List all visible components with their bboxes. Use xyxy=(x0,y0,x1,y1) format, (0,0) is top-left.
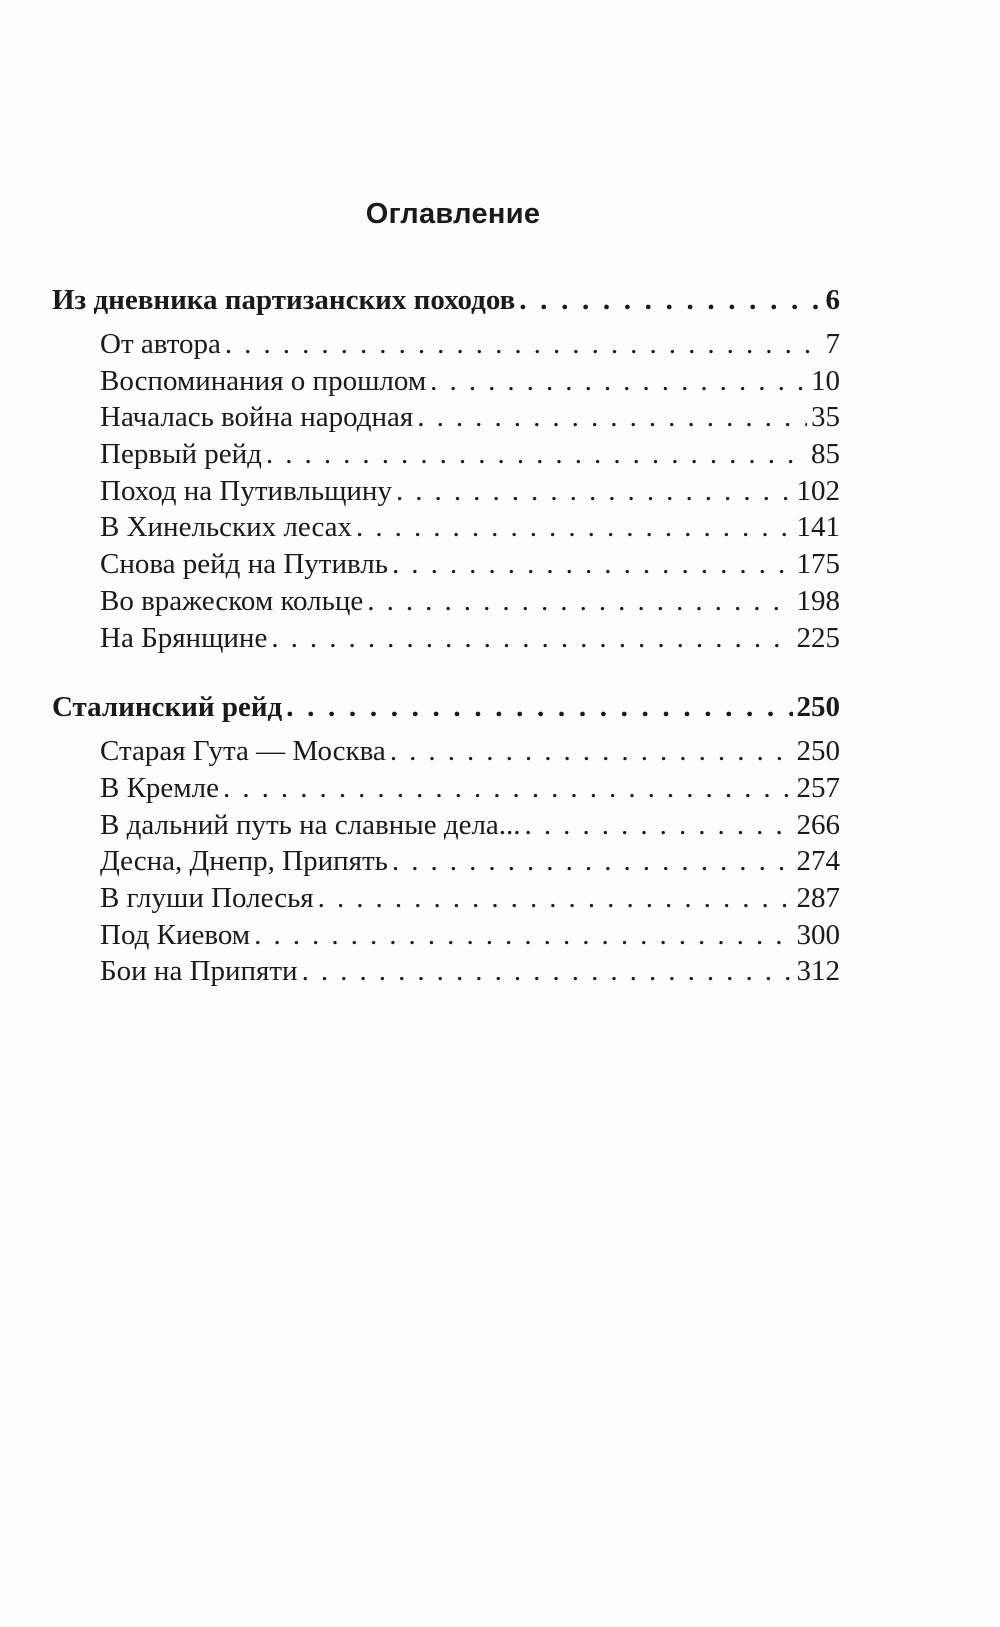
entry-page-number: 274 xyxy=(796,845,840,878)
entry-page-number: 266 xyxy=(796,808,840,841)
toc-entry xyxy=(52,880,840,917)
dot-leader xyxy=(417,399,807,436)
dot-leader xyxy=(286,689,792,725)
table-of-contents xyxy=(52,282,840,990)
entry-page-number: 300 xyxy=(796,918,840,951)
dot-leader xyxy=(356,509,792,546)
entry-page-number: 10 xyxy=(811,364,840,397)
toc-entry xyxy=(52,399,840,436)
dot-leader xyxy=(271,620,792,657)
toc-entry xyxy=(52,326,840,363)
entry-title: В глуши Полесья xyxy=(100,881,314,914)
entry-page-number: 312 xyxy=(796,955,840,988)
dot-leader xyxy=(396,473,793,510)
dot-leader xyxy=(302,953,793,990)
toc-entry xyxy=(52,546,840,583)
toc-section-entry xyxy=(52,689,840,725)
toc-entry xyxy=(52,436,840,473)
entry-page-number: 287 xyxy=(796,881,840,914)
entry-page-number: 250 xyxy=(796,735,840,768)
entry-title: Началась война народная xyxy=(100,401,414,434)
entry-page-number: 175 xyxy=(796,548,840,581)
entry-title: Первый рейд xyxy=(100,438,262,471)
toc-entry xyxy=(52,770,840,807)
section-title: Из дневника партизанских походов xyxy=(52,284,516,316)
toc-entry xyxy=(52,363,840,400)
entry-page-number: 225 xyxy=(796,621,840,654)
entry-page-number: 141 xyxy=(796,511,840,544)
section-title: Сталинский рейд xyxy=(52,691,283,724)
entry-page-number: 198 xyxy=(796,584,840,617)
dot-leader xyxy=(225,326,822,363)
toc-heading: Оглавление xyxy=(365,198,541,230)
dot-leader xyxy=(223,770,792,807)
toc-entry xyxy=(52,953,840,990)
section-page-number: 250 xyxy=(796,691,840,724)
entry-page-number: 102 xyxy=(796,474,840,507)
entry-title: Бои на Припяти xyxy=(100,955,298,988)
toc-entry xyxy=(52,583,840,620)
dot-leader xyxy=(525,807,793,844)
entry-title: На Брянщине xyxy=(100,621,268,654)
entry-title: Поход на Путивльщину xyxy=(100,474,392,507)
toc-entry xyxy=(52,843,840,880)
dot-leader xyxy=(392,546,793,583)
toc-entry xyxy=(52,807,840,844)
entry-title: В Кремле xyxy=(100,771,220,804)
dot-leader xyxy=(392,843,793,880)
entry-page-number: 257 xyxy=(796,771,840,804)
toc-section-entry xyxy=(52,282,840,318)
dot-leader xyxy=(266,436,807,473)
entry-title: От автора xyxy=(100,328,221,360)
entry-title: Под Киевом xyxy=(100,918,251,951)
dot-leader xyxy=(390,733,793,770)
toc-entry xyxy=(52,733,840,770)
dot-leader xyxy=(430,363,807,400)
entry-title: В дальний путь на славные дела... xyxy=(100,808,521,841)
entry-title: Воспоминания о прошлом xyxy=(100,364,427,397)
entry-page-number: 7 xyxy=(825,328,840,360)
toc-entry xyxy=(52,917,840,954)
entry-title: Старая Гута — Москва xyxy=(100,735,386,768)
entry-page-number: 85 xyxy=(811,438,840,471)
entry-title: Во вражеском кольце xyxy=(100,584,364,617)
entry-page-number: 35 xyxy=(811,401,840,434)
dot-leader xyxy=(519,282,821,318)
toc-entry xyxy=(52,620,840,657)
toc-entry xyxy=(52,473,840,510)
dot-leader xyxy=(318,880,793,917)
toc-section-2 xyxy=(52,689,840,990)
dot-leader xyxy=(254,917,792,954)
entry-title: В Хинельских лесах xyxy=(100,511,353,544)
dot-leader xyxy=(367,583,792,620)
toc-section-1 xyxy=(52,282,840,656)
section-page-number: 6 xyxy=(825,284,840,316)
toc-entry xyxy=(52,509,840,546)
entry-title: Снова рейд на Путивль xyxy=(100,548,388,581)
entry-title: Десна, Днепр, Припять xyxy=(100,845,388,878)
